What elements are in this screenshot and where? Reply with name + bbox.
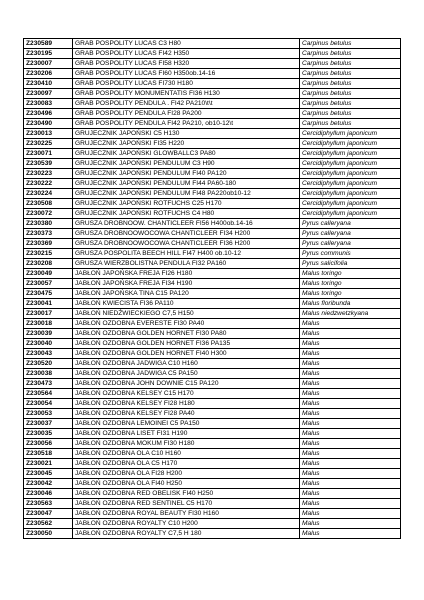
product-code-cell: Z230562: [24, 519, 73, 529]
product-name-cell: JABŁOŃ OZDOBNA OLA C5 H170: [73, 459, 300, 469]
product-name-cell: JABŁOŃ OZDOBNA JADWIGA C10 H160: [73, 359, 300, 369]
latin-name-cell: Malus toringo: [300, 289, 401, 299]
latin-name-cell: Pyrus calleryana: [300, 229, 401, 239]
table-row: [24, 99, 401, 109]
table-row: [24, 449, 401, 459]
product-code-cell: Z230473: [24, 379, 73, 389]
table-row: [24, 409, 401, 419]
table-row: [24, 379, 401, 389]
product-name-cell: GRAB POSPOLITY MONUMENTATIS FI36 H130: [73, 89, 300, 99]
product-code-cell: Z230520: [24, 359, 73, 369]
product-code-cell: Z230224: [24, 189, 73, 199]
table-row: [24, 189, 401, 199]
latin-name-cell: Carpinus betulus: [300, 79, 401, 89]
table-row: [24, 309, 401, 319]
product-code-cell: Z230225: [24, 139, 73, 149]
product-name-cell: GRUJECZNIK JAPOŃSKI ROTFUCHS C25 H170: [73, 199, 300, 209]
latin-name-cell: Malus: [300, 339, 401, 349]
product-name-cell: JABŁOŃ OZDOBNA EVERESTE FI30 PA40: [73, 319, 300, 329]
product-name-cell: JABŁOŃ OZDOBNA ROYALTY C7,5 H 180: [73, 529, 300, 539]
product-code-cell: Z230007: [24, 59, 73, 69]
table-row: [24, 279, 401, 289]
table-row: [24, 209, 401, 219]
table-row: [24, 389, 401, 399]
table-row: [24, 429, 401, 439]
latin-name-cell: Malus: [300, 379, 401, 389]
product-name-cell: GRUJECZNIK JAPOŃSKI PENDULUM FI48 PA220ob10-12: [73, 189, 300, 199]
table-row: [24, 289, 401, 299]
table-row: [24, 159, 401, 169]
latin-name-cell: Pyrus communis: [300, 249, 401, 259]
product-name-cell: GRUSZA WIERZBOLISTNA PENDULA FI32 PA160: [73, 259, 300, 269]
table-row: [24, 399, 401, 409]
table-row: [24, 89, 401, 99]
product-name-cell: GRUJECZNIK JAPOŃSKI PENDULUM C3 H90: [73, 159, 300, 169]
table-row: [24, 339, 401, 349]
product-name-cell: GRAB POSPOLITY PENDULA FI28 PA200: [73, 109, 300, 119]
latin-name-cell: Malus: [300, 369, 401, 379]
latin-name-cell: Cercidiphyllum japonicum: [300, 139, 401, 149]
product-code-cell: Z230564: [24, 389, 73, 399]
table-row: [24, 469, 401, 479]
product-name-cell: JABŁOŃ OZDOBNA GOLDEN HORNET FI30 PA80: [73, 329, 300, 339]
product-code-cell: Z230563: [24, 499, 73, 509]
product-name-cell: JABŁOŃ OZDOBNA GOLDEN HORNET FI36 PA135: [73, 339, 300, 349]
product-code-cell: Z230018: [24, 319, 73, 329]
latin-name-cell: Malus: [300, 489, 401, 499]
latin-name-cell: Malus: [300, 459, 401, 469]
latin-name-cell: Malus: [300, 409, 401, 419]
latin-name-cell: Malus: [300, 329, 401, 339]
latin-name-cell: Malus: [300, 449, 401, 459]
product-code-cell: Z230589: [24, 39, 73, 49]
product-name-cell: JABŁOŃ OZDOBNA JADWIGA C5 PA150: [73, 369, 300, 379]
product-code-cell: Z230508: [24, 199, 73, 209]
latin-name-cell: Carpinus betulus: [300, 109, 401, 119]
latin-name-cell: Malus: [300, 519, 401, 529]
latin-name-cell: Pyrus salicifolia: [300, 259, 401, 269]
product-code-cell: Z230518: [24, 449, 73, 459]
product-code-cell: Z230057: [24, 279, 73, 289]
product-name-cell: JABŁOŃ NIEDŹWIECKIEGO C7,5 H150: [73, 309, 300, 319]
product-name-cell: GRUSZA POSPOLITA BEECH HILL FI47 H400 ob.10-12: [73, 249, 300, 259]
product-name-cell: JABŁOŃ OZDOBNA LEMOINEI C5 PA150: [73, 419, 300, 429]
product-name-cell: GRAB POSPOLITY LUCAS FI730 H180: [73, 79, 300, 89]
product-code-cell: Z230037: [24, 419, 73, 429]
table-row: [24, 229, 401, 239]
latin-name-cell: Cercidiphyllum japonicum: [300, 149, 401, 159]
product-code-cell: Z230035: [24, 429, 73, 439]
latin-name-cell: Carpinus betulus: [300, 119, 401, 129]
product-name-cell: GRUSZA DROBNOOW. CHANTICLEER FI56 H400ob.14-16: [73, 219, 300, 229]
product-name-cell: JABŁOŃ JAPOŃSKA FREJA FI26 H180: [73, 269, 300, 279]
product-code-cell: Z230072: [24, 209, 73, 219]
table-row: [24, 149, 401, 159]
product-code-cell: Z230496: [24, 109, 73, 119]
product-name-cell: JABŁOŃ OZDOBNA MOKUM FI30 H180: [73, 439, 300, 449]
latin-name-cell: Malus: [300, 469, 401, 479]
product-code-cell: Z230042: [24, 479, 73, 489]
latin-name-cell: Malus: [300, 479, 401, 489]
latin-name-cell: Malus: [300, 499, 401, 509]
product-name-cell: GRUJECZNIK JAPOŃSKI PENDULUM FI40 PA120: [73, 169, 300, 179]
product-name-cell: GRAB POSPOLITY LUCAS FI58 H320: [73, 59, 300, 69]
latin-name-cell: Cercidiphyllum japonicum: [300, 169, 401, 179]
table-row: [24, 79, 401, 89]
product-name-cell: JABŁOŃ OZDOBNA RED OBELISK FI40 H250: [73, 489, 300, 499]
product-name-cell: JABŁOŃ OZDOBNA ROYAL BEAUTY FI30 H160: [73, 509, 300, 519]
product-code-cell: Z230369: [24, 239, 73, 249]
product-name-cell: GRAB POSPOLITY LUCAS C3 H80: [73, 39, 300, 49]
latin-name-cell: Carpinus betulus: [300, 49, 401, 59]
table-row: [24, 239, 401, 249]
product-code-cell: Z230208: [24, 259, 73, 269]
product-code-cell: Z230083: [24, 99, 73, 109]
table-row: [24, 359, 401, 369]
table-row: [24, 219, 401, 229]
product-code-cell: Z230206: [24, 69, 73, 79]
product-code-cell: Z230049: [24, 269, 73, 279]
latin-name-cell: Carpinus betulus: [300, 89, 401, 99]
latin-name-cell: Malus floribunda: [300, 299, 401, 309]
latin-name-cell: Carpinus betulus: [300, 59, 401, 69]
table-row: [24, 299, 401, 309]
product-name-cell: GRUJECZNIK JAPOŃSKI PENDULUM FI44 PA60-180: [73, 179, 300, 189]
table-row: [24, 139, 401, 149]
table-row: [24, 59, 401, 69]
table-row: [24, 199, 401, 209]
table-row: [24, 49, 401, 59]
plant-catalog-table: [23, 38, 401, 539]
table-row: [24, 69, 401, 79]
table-row: [24, 529, 401, 539]
latin-name-cell: Cercidiphyllum japonicum: [300, 189, 401, 199]
table-row: [24, 179, 401, 189]
product-code-cell: Z230056: [24, 439, 73, 449]
table-row: [24, 489, 401, 499]
product-code-cell: Z230222: [24, 179, 73, 189]
latin-name-cell: Malus: [300, 419, 401, 429]
latin-name-cell: Malus: [300, 389, 401, 399]
product-name-cell: JABŁOŃ OZDOBNA KELSEY FI28 H180: [73, 399, 300, 409]
latin-name-cell: Malus niedzwetzkyana: [300, 309, 401, 319]
product-code-cell: Z230045: [24, 469, 73, 479]
product-code-cell: Z230215: [24, 249, 73, 259]
product-code-cell: Z230017: [24, 309, 73, 319]
product-code-cell: Z230041: [24, 299, 73, 309]
table-row: [24, 119, 401, 129]
latin-name-cell: Carpinus betulus: [300, 39, 401, 49]
product-name-cell: JABŁOŃ OZDOBNA LISET FI31 H190: [73, 429, 300, 439]
product-code-cell: Z230046: [24, 489, 73, 499]
latin-name-cell: Malus: [300, 349, 401, 359]
table-row: [24, 349, 401, 359]
table-row: [24, 129, 401, 139]
product-name-cell: JABŁOŃ OZDOBNA KELSEY C15 H170: [73, 389, 300, 399]
product-name-cell: GRUJECZNIK JAPOŃSKI C5 H130: [73, 129, 300, 139]
product-name-cell: JABŁOŃ OZDOBNA GOLDEN HORNET FI40 H300: [73, 349, 300, 359]
latin-name-cell: Carpinus betulus: [300, 69, 401, 79]
product-name-cell: JABŁOŃ OZDOBNA ROYALTY C10 H200: [73, 519, 300, 529]
product-name-cell: GRUJECZNIK JAPOŃSKI FI35 H220: [73, 139, 300, 149]
product-name-cell: GRUJECZNIK JAPOŃSKI ROTFUCHS C4 H80: [73, 209, 300, 219]
latin-name-cell: Cercidiphyllum japonicum: [300, 209, 401, 219]
product-name-cell: JABŁOŃ JAPOŃSKA FREJA FI34 H190: [73, 279, 300, 289]
product-name-cell: JABŁOŃ OZDOBNA RED SENTINEL C5 H170: [73, 499, 300, 509]
latin-name-cell: Pyrus calleryana: [300, 239, 401, 249]
catalog-table-body: [24, 39, 401, 539]
product-name-cell: GRUSZA DROBNOOWOCOWA CHANTICLEER FI34 H200: [73, 229, 300, 239]
latin-name-cell: Malus: [300, 429, 401, 439]
latin-name-cell: Malus: [300, 439, 401, 449]
product-code-cell: Z230054: [24, 399, 73, 409]
product-code-cell: Z230097: [24, 89, 73, 99]
table-row: [24, 519, 401, 529]
table-row: [24, 459, 401, 469]
table-row: [24, 319, 401, 329]
latin-name-cell: Cercidiphyllum japonicum: [300, 179, 401, 189]
table-row: [24, 169, 401, 179]
table-row: [24, 39, 401, 49]
table-row: [24, 499, 401, 509]
product-name-cell: GRAB POSPOLITY PENDULA FI42 PA210, ob10-12\t: [73, 119, 300, 129]
product-code-cell: Z230021: [24, 459, 73, 469]
product-code-cell: Z230039: [24, 329, 73, 339]
product-code-cell: Z230053: [24, 409, 73, 419]
table-row: [24, 439, 401, 449]
product-code-cell: Z230410: [24, 79, 73, 89]
table-row: [24, 249, 401, 259]
product-name-cell: GRUJECZNIK JAPOŃSKI GLOWBALLC3 PA80: [73, 149, 300, 159]
product-code-cell: Z230490: [24, 119, 73, 129]
latin-name-cell: Pyrus calleryana: [300, 219, 401, 229]
product-name-cell: JABŁOŃ OZDOBNA OLA FI28 H200: [73, 469, 300, 479]
product-code-cell: Z230043: [24, 349, 73, 359]
latin-name-cell: Cercidiphyllum japonicum: [300, 199, 401, 209]
latin-name-cell: Malus: [300, 399, 401, 409]
table-row: [24, 329, 401, 339]
table-row: [24, 269, 401, 279]
product-code-cell: Z230539: [24, 159, 73, 169]
product-code-cell: Z230071: [24, 149, 73, 159]
product-code-cell: Z230040: [24, 339, 73, 349]
latin-name-cell: Malus: [300, 319, 401, 329]
product-name-cell: GRAB POSPOLITY LUCAS FI60 H350ob.14-16: [73, 69, 300, 79]
latin-name-cell: Carpinus betulus: [300, 99, 401, 109]
table-row: [24, 369, 401, 379]
latin-name-cell: Malus: [300, 359, 401, 369]
product-code-cell: Z230050: [24, 529, 73, 539]
product-code-cell: Z230038: [24, 369, 73, 379]
latin-name-cell: Malus: [300, 529, 401, 539]
product-name-cell: GRUSZA DROBNOOWOCOWA CHANTICLEER FI36 H200: [73, 239, 300, 249]
product-name-cell: GRAB POSPOLITY LUCAS FI42 H350: [73, 49, 300, 59]
product-code-cell: Z230475: [24, 289, 73, 299]
product-name-cell: JABŁOŃ OZDOBNA JOHN DOWNIE C15 PA120: [73, 379, 300, 389]
product-name-cell: JABŁOŃ KWIECISTA FI36 PA110: [73, 299, 300, 309]
latin-name-cell: Malus toringo: [300, 269, 401, 279]
latin-name-cell: Cercidiphyllum japonicum: [300, 129, 401, 139]
product-name-cell: JABŁOŃ OZDOBNA KELSEY FI28 PA40: [73, 409, 300, 419]
product-name-cell: JABŁOŃ OZDOBNA OLA FI40 H250: [73, 479, 300, 489]
latin-name-cell: Malus toringo: [300, 279, 401, 289]
table-row: [24, 259, 401, 269]
table-row: [24, 419, 401, 429]
table-row: [24, 109, 401, 119]
product-name-cell: JABŁOŃ JAPOŃSKA TINA C15 PA120: [73, 289, 300, 299]
product-code-cell: Z230013: [24, 129, 73, 139]
product-code-cell: Z230373: [24, 229, 73, 239]
product-code-cell: Z230223: [24, 169, 73, 179]
product-code-cell: Z230047: [24, 509, 73, 519]
product-name-cell: GRAB POSPOLITY PENDULA . FI42 PA210\t\t: [73, 99, 300, 109]
latin-name-cell: Malus: [300, 509, 401, 519]
product-code-cell: Z230380: [24, 219, 73, 229]
table-row: [24, 479, 401, 489]
product-name-cell: JABŁOŃ OZDOBNA OLA C10 H160: [73, 449, 300, 459]
table-row: [24, 509, 401, 519]
product-code-cell: Z230195: [24, 49, 73, 59]
latin-name-cell: Cercidiphyllum japonicum: [300, 159, 401, 169]
